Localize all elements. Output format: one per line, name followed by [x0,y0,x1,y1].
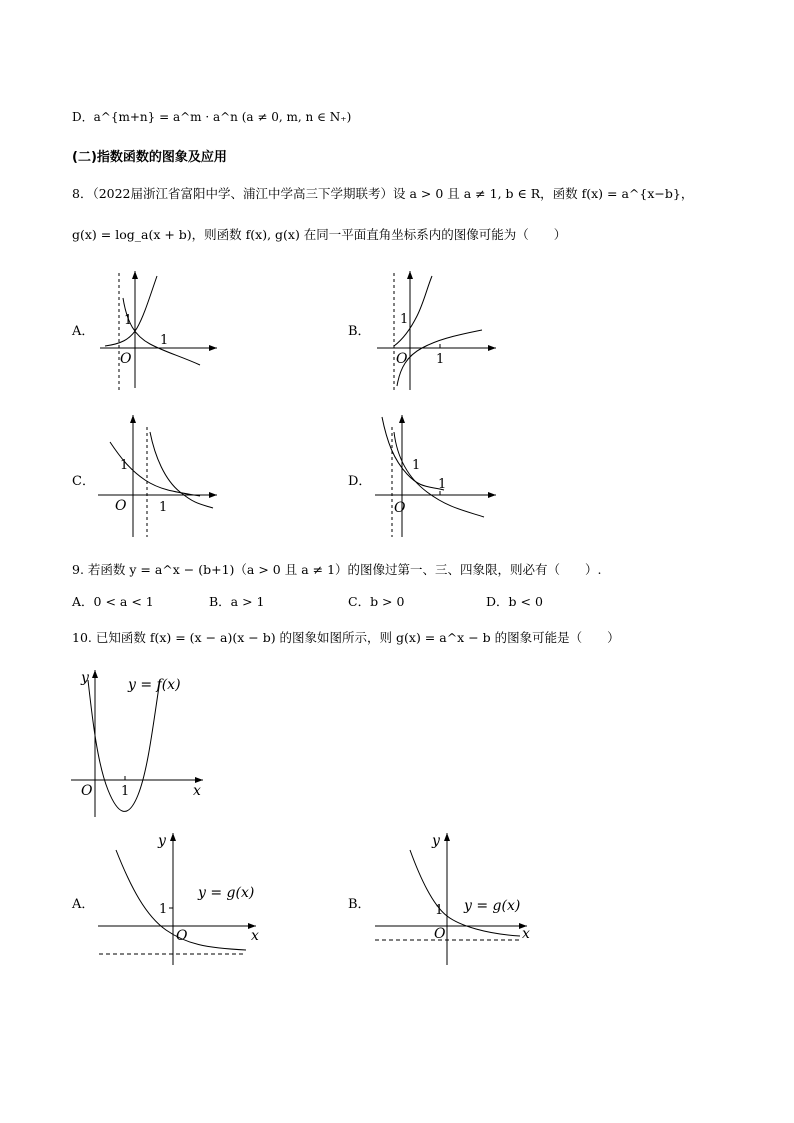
q8d-tick-one-y: 1 [412,458,421,473]
q8c-tick-one-x: 1 [159,500,168,515]
q10-f-graph [68,665,213,820]
q10b-x-label: x [522,926,530,942]
q8d-tick-one-x: 1 [438,477,447,492]
q8-label-a: A． [72,324,95,339]
q8-graph-a [95,268,225,393]
q8-graph-c [95,412,225,542]
q10f-function-label: y = f(x) [128,677,181,693]
section-title: (二)指数函数的图象及应用 [72,150,227,165]
q10f-y-label: y [81,670,89,686]
q8-label-d: D． [348,474,372,489]
q8c-tick-one-y: 1 [120,458,129,473]
q10b-origin: O [434,926,446,942]
q10a-function-label: y = g(x) [198,885,255,901]
q10b-tick-one: 1 [435,903,444,918]
q9-option-a: A．0 < a < 1 [72,594,154,609]
q10f-x-label: x [193,783,201,799]
q9-option-b: B．a > 1 [209,594,265,609]
q10b-function-label: y = g(x) [464,898,521,914]
q8-stem-line1: 8．（2022届浙江省富阳中学、浦江中学高三下学期联考）设 a > 0 且 a ≠ 1, b ∈ R，函数 f(x) = a^{x−b}， [72,186,694,201]
q10f-tick-one: 1 [121,784,130,799]
q8a-tick-one-x: 1 [160,333,169,348]
q8-graph-b [372,268,502,393]
q8a-origin: O [120,351,132,367]
q10-graph-b [372,828,537,968]
q8-label-b: B． [348,324,371,339]
q9-option-d: D．b < 0 [486,594,543,609]
q10a-origin: O [176,928,188,944]
q9-stem: 9. 若函数 y = a^x − (b+1)（a > 0 且 a ≠ 1）的图像过第一、三、四象限，则必有（ ）. [72,562,602,577]
q8-stem-line2: g(x) = log_a(x + b)，则函数 f(x), g(x) 在同一平面直角坐标系内的图像可能为（ ） [72,227,567,242]
q9-option-c: C．b > 0 [348,594,405,609]
q8b-tick-one-x: 1 [436,352,445,367]
q8-graph-d [372,412,502,542]
q10-label-b: B． [348,897,371,912]
q10a-tick-one: 1 [159,902,168,917]
q8d-origin: O [394,500,406,516]
q10a-y-label: y [158,833,166,849]
q8a-tick-one-y: 1 [124,313,133,328]
q8c-origin: O [115,498,127,514]
q7-option-d: D．a^{m+n} = a^m · a^n (a ≠ 0, m, n ∈ N₊) [72,110,352,124]
q10-graph-a [96,828,266,968]
q10-stem: 10. 已知函数 f(x) = (x − a)(x − b) 的图象如图所示，则 g(x) = a^x − b 的图象可能是（ ） [72,630,620,645]
q10f-origin: O [81,783,93,799]
q8b-origin: O [396,351,408,367]
q10b-y-label: y [432,833,440,849]
q8-label-c: C． [72,474,95,489]
q10-label-a: A． [72,897,95,912]
q8b-tick-one-y: 1 [400,312,409,327]
q10a-x-label: x [251,928,259,944]
